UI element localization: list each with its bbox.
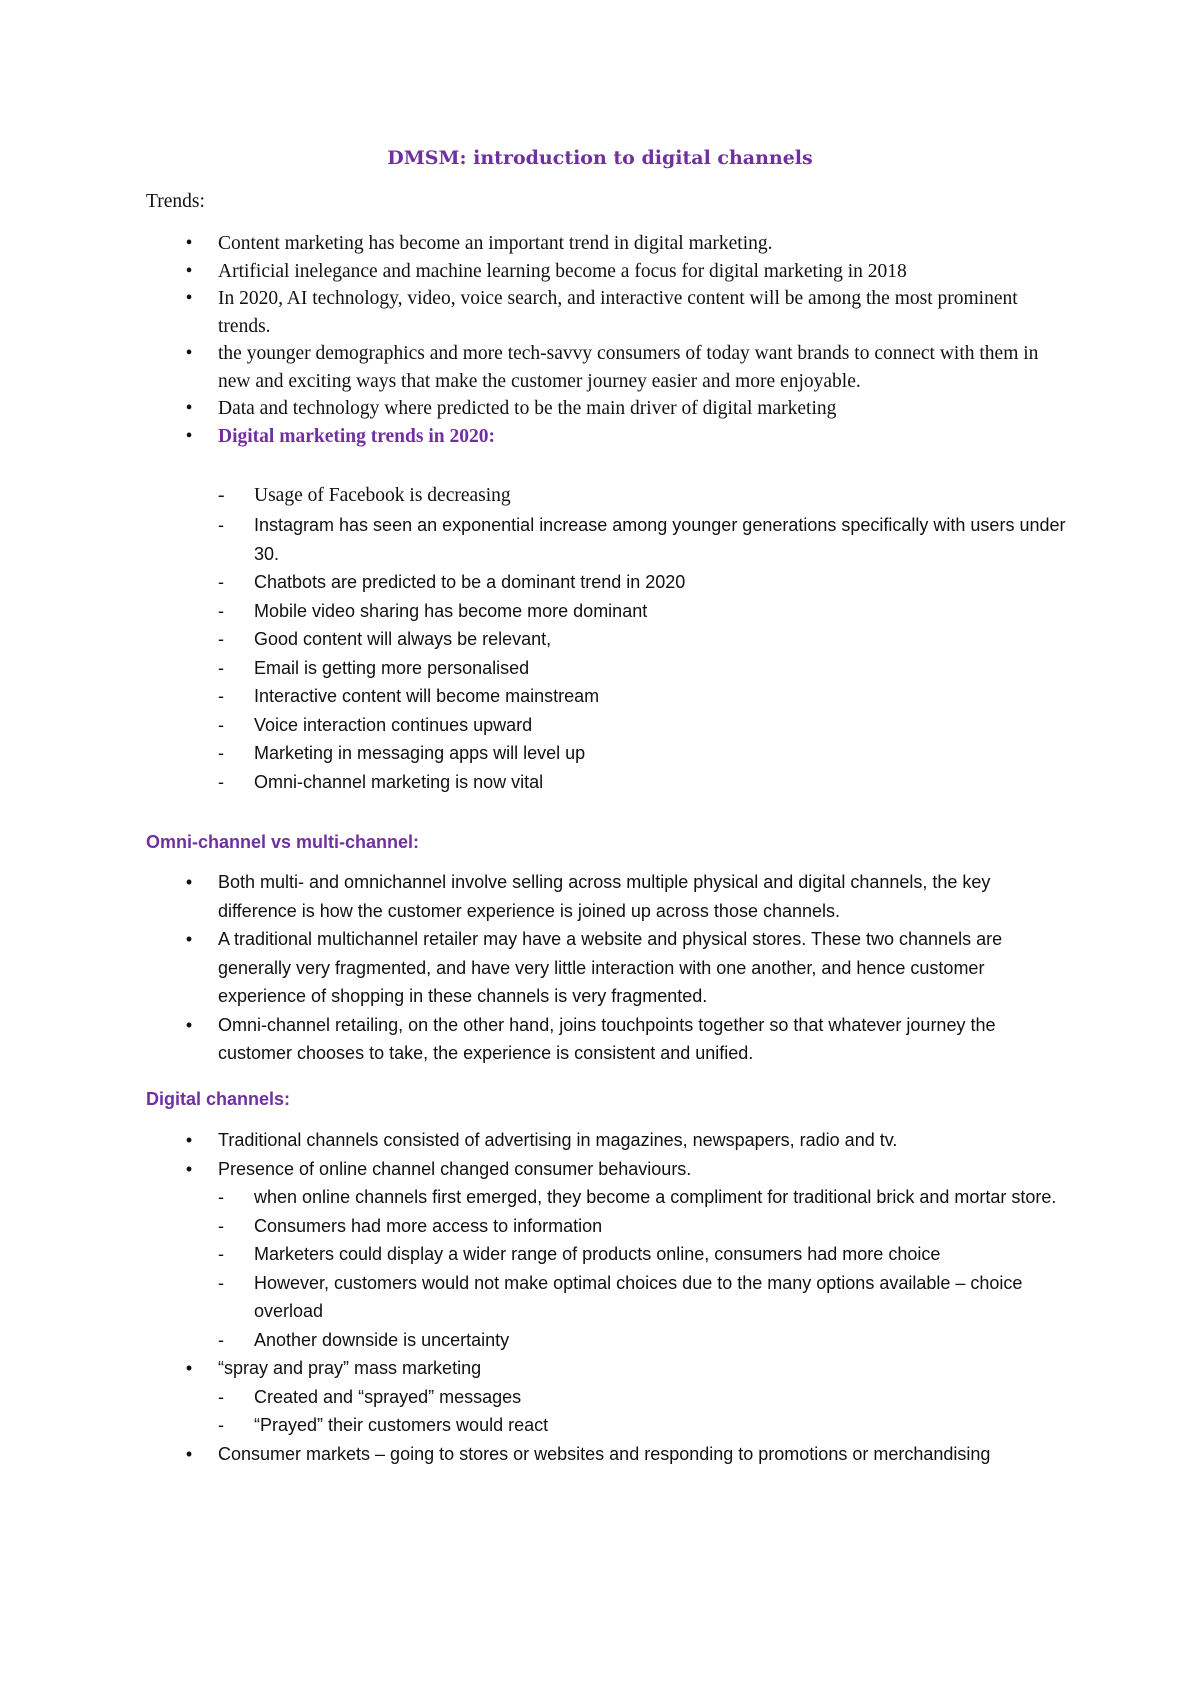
trends-2020-first: [146, 482, 1066, 510]
list-item: - Marketing in messaging apps will level up: [146, 739, 1066, 768]
list-item: • Artificial inelegance and machine learning become a focus for digital marketing in 2018: [146, 258, 1066, 286]
list-item: - Marketers could display a wider range of products online, consumers had more choice: [146, 1240, 1066, 1269]
list-item: - Usage of Facebook is decreasing: [146, 482, 1066, 510]
dash-icon: -: [218, 686, 224, 706]
list-item: • In 2020, AI technology, video, voice search, and interactive content will be among the most prominent trends.: [146, 285, 1066, 340]
list-item: - when online channels first emerged, they become a compliment for traditional brick and mortar store.: [146, 1183, 1066, 1212]
bullet-icon: •: [185, 1130, 193, 1150]
dash-icon: -: [218, 1329, 224, 1350]
list-item: - Chatbots are predicted to be a dominant trend in 2020: [146, 568, 1066, 597]
list-item: [146, 423, 1066, 451]
dash-icon: -: [218, 1244, 224, 1264]
dash-icon: -: [218, 1215, 224, 1236]
trends-2020-heading: Digital marketing trends in 2020:: [218, 425, 495, 447]
list-item: • Both multi- and omnichannel involve selling across multiple physical and digital channels, the key difference is how the customer experience is joined up across those channels.: [146, 868, 1066, 925]
digital-heading: Digital channels:: [146, 1089, 291, 1109]
list-item: • Traditional channels consisted of advertising in magazines, newspapers, radio and tv.: [146, 1126, 1066, 1155]
list-item: • Content marketing has become an important trend in digital marketing.: [146, 230, 1066, 258]
list-item: • “spray and pray” mass marketing: [146, 1354, 1066, 1383]
digital-sublist-2: [146, 1383, 1066, 1440]
dash-icon: -: [218, 485, 225, 506]
dash-icon: -: [218, 714, 224, 735]
dash-icon: -: [218, 743, 224, 763]
bullet-icon: •: [185, 398, 193, 419]
list-item: • Consumer markets – going to stores or websites and responding to promotions or merchandising: [146, 1440, 1066, 1469]
dash-icon: -: [218, 1272, 224, 1293]
list-item: • A traditional multichannel retailer may have a website and physical stores. These two channels are generally very fragmented, and have very little interaction with one another, and hence customer experience of shopping in these channels is very fragmented.: [146, 925, 1066, 1011]
dash-icon: -: [218, 572, 224, 592]
dash-icon: -: [218, 771, 224, 792]
page-title: DMSM: introduction to digital channels: [387, 147, 813, 169]
omni-list: [146, 868, 1066, 1068]
trends-list: [146, 230, 1066, 450]
list-item: - “Prayed” their customers would react: [146, 1411, 1066, 1440]
bullet-icon: •: [185, 1158, 193, 1179]
dash-icon: -: [218, 1386, 224, 1407]
bullet-icon: •: [185, 260, 193, 282]
dash-icon: -: [218, 629, 224, 649]
bullet-icon: •: [185, 1358, 193, 1378]
digital-list: [146, 1126, 1066, 1468]
bullet-icon: •: [185, 929, 193, 949]
list-item: - Email is getting more personalised: [146, 654, 1066, 683]
bullet-icon: •: [185, 872, 193, 892]
dash-icon: -: [218, 657, 224, 678]
omni-heading: Omni-channel vs multi-channel:: [146, 832, 420, 852]
digital-sublist-1: [146, 1183, 1066, 1354]
list-item: - Mobile video sharing has become more dominant: [146, 597, 1066, 626]
trends-2020-list: [146, 511, 1066, 796]
bullet-icon: •: [185, 288, 193, 309]
list-item: - Good content will always be relevant,: [146, 625, 1066, 654]
bullet-icon: •: [185, 1443, 193, 1464]
list-item: - Instagram has seen an exponential increase among younger generations specifically with users under 30.: [146, 511, 1066, 568]
list-item: - Omni-channel marketing is now vital: [146, 768, 1066, 797]
dash-icon: -: [218, 1415, 224, 1435]
list-item: • the younger demographics and more tech-savvy consumers of today want brands to connect with them in new and exciting ways that make the customer journey easier and more enjoyable.: [146, 340, 1066, 395]
bullet-icon: •: [185, 343, 193, 364]
list-item: • Omni-channel retailing, on the other hand, joins touchpoints together so that whatever journey the customer chooses to take, the experience is consistent and unified.: [146, 1011, 1066, 1068]
dash-icon: -: [218, 600, 224, 621]
list-item: • Presence of online channel changed consumer behaviours.: [146, 1155, 1066, 1184]
dash-icon: -: [218, 1187, 224, 1207]
list-item: • Data and technology where predicted to be the main driver of digital marketing: [146, 395, 1066, 423]
dash-icon: -: [218, 515, 224, 535]
trends-label: Trends:: [146, 191, 205, 212]
bullet-icon: •: [185, 233, 193, 254]
list-item: - Another downside is uncertainty: [146, 1326, 1066, 1355]
bullet-icon: •: [185, 425, 193, 447]
list-item: - Interactive content will become mainstream: [146, 682, 1066, 711]
list-item: - Created and “sprayed” messages: [146, 1383, 1066, 1412]
list-item: - However, customers would not make optimal choices due to the many options available – choice overload: [146, 1269, 1066, 1326]
list-item: - Consumers had more access to information: [146, 1212, 1066, 1241]
list-item: - Voice interaction continues upward: [146, 711, 1066, 740]
bullet-icon: •: [185, 1014, 193, 1035]
